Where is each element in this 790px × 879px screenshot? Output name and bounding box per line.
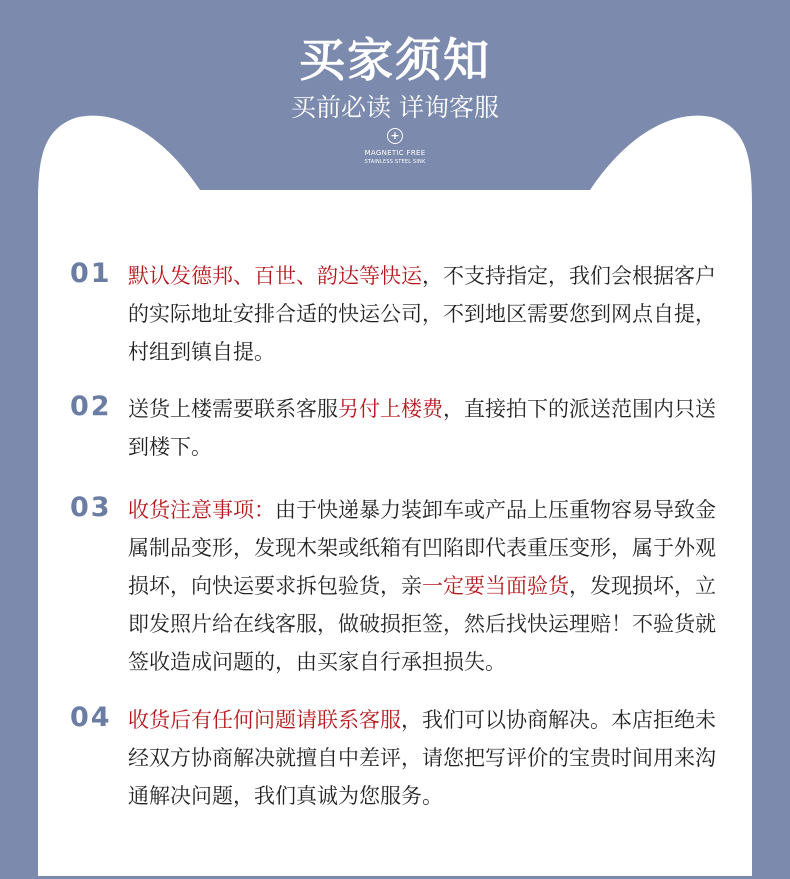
item-number: 04	[70, 702, 112, 733]
page-subtitle: 买前必读 详询客服	[291, 93, 499, 122]
text-highlight: 另付上楼费	[338, 397, 443, 421]
text-segment: ，发现损坏，立即发照片给在线客服，做破损拒签，然后找快运理赔！不验货就签收造成问题的，由买家自行承担损失。	[128, 574, 716, 674]
badge-line-1: MAGNETIC FREE	[364, 149, 426, 157]
text-segment: ，直接拍下的派送范围内只送到楼下。	[128, 397, 716, 459]
text-segment: 送货上楼需要联系客服	[128, 397, 338, 421]
text-segment: ，我们可以协商解决。本店拒绝未经双方协商解决就擅自中差评，请您把写评价的宝贵时间用来沟通解决问题，我们真诚为您服务。	[128, 708, 716, 808]
text-highlight: 默认发德邦、百世、韵达等快运	[128, 264, 422, 288]
badge-line-2: STAINLESS STEEL SINK	[364, 159, 426, 165]
text-highlight: 一定要当面验货	[422, 574, 569, 598]
item-text	[128, 390, 728, 466]
item-text	[128, 257, 728, 371]
text-highlight: 收货注意事项：	[128, 498, 275, 522]
page-title: 买家须知	[299, 33, 491, 87]
brand-badge	[345, 128, 445, 166]
item-text	[128, 701, 728, 815]
item-number: 03	[70, 492, 112, 523]
item-number: 01	[70, 258, 112, 289]
text-segment: ，不支持指定，我们会根据客户的实际地址安排合适的快运公司，不到地区需要您到网点自提，村组到镇自提。	[128, 264, 716, 364]
text-highlight: 收货后有任何问题请联系客服	[128, 708, 401, 732]
text-segment: 由于快递暴力装卸车或产品上压重物容易导致金属制品变形，发现木架或纸箱有凹陷即代表重压变形，属于外观损坏，向快运要求拆包验货，亲	[128, 498, 716, 598]
item-number: 02	[70, 391, 112, 422]
plus-circle-icon: +	[387, 128, 403, 144]
item-text	[128, 491, 728, 681]
